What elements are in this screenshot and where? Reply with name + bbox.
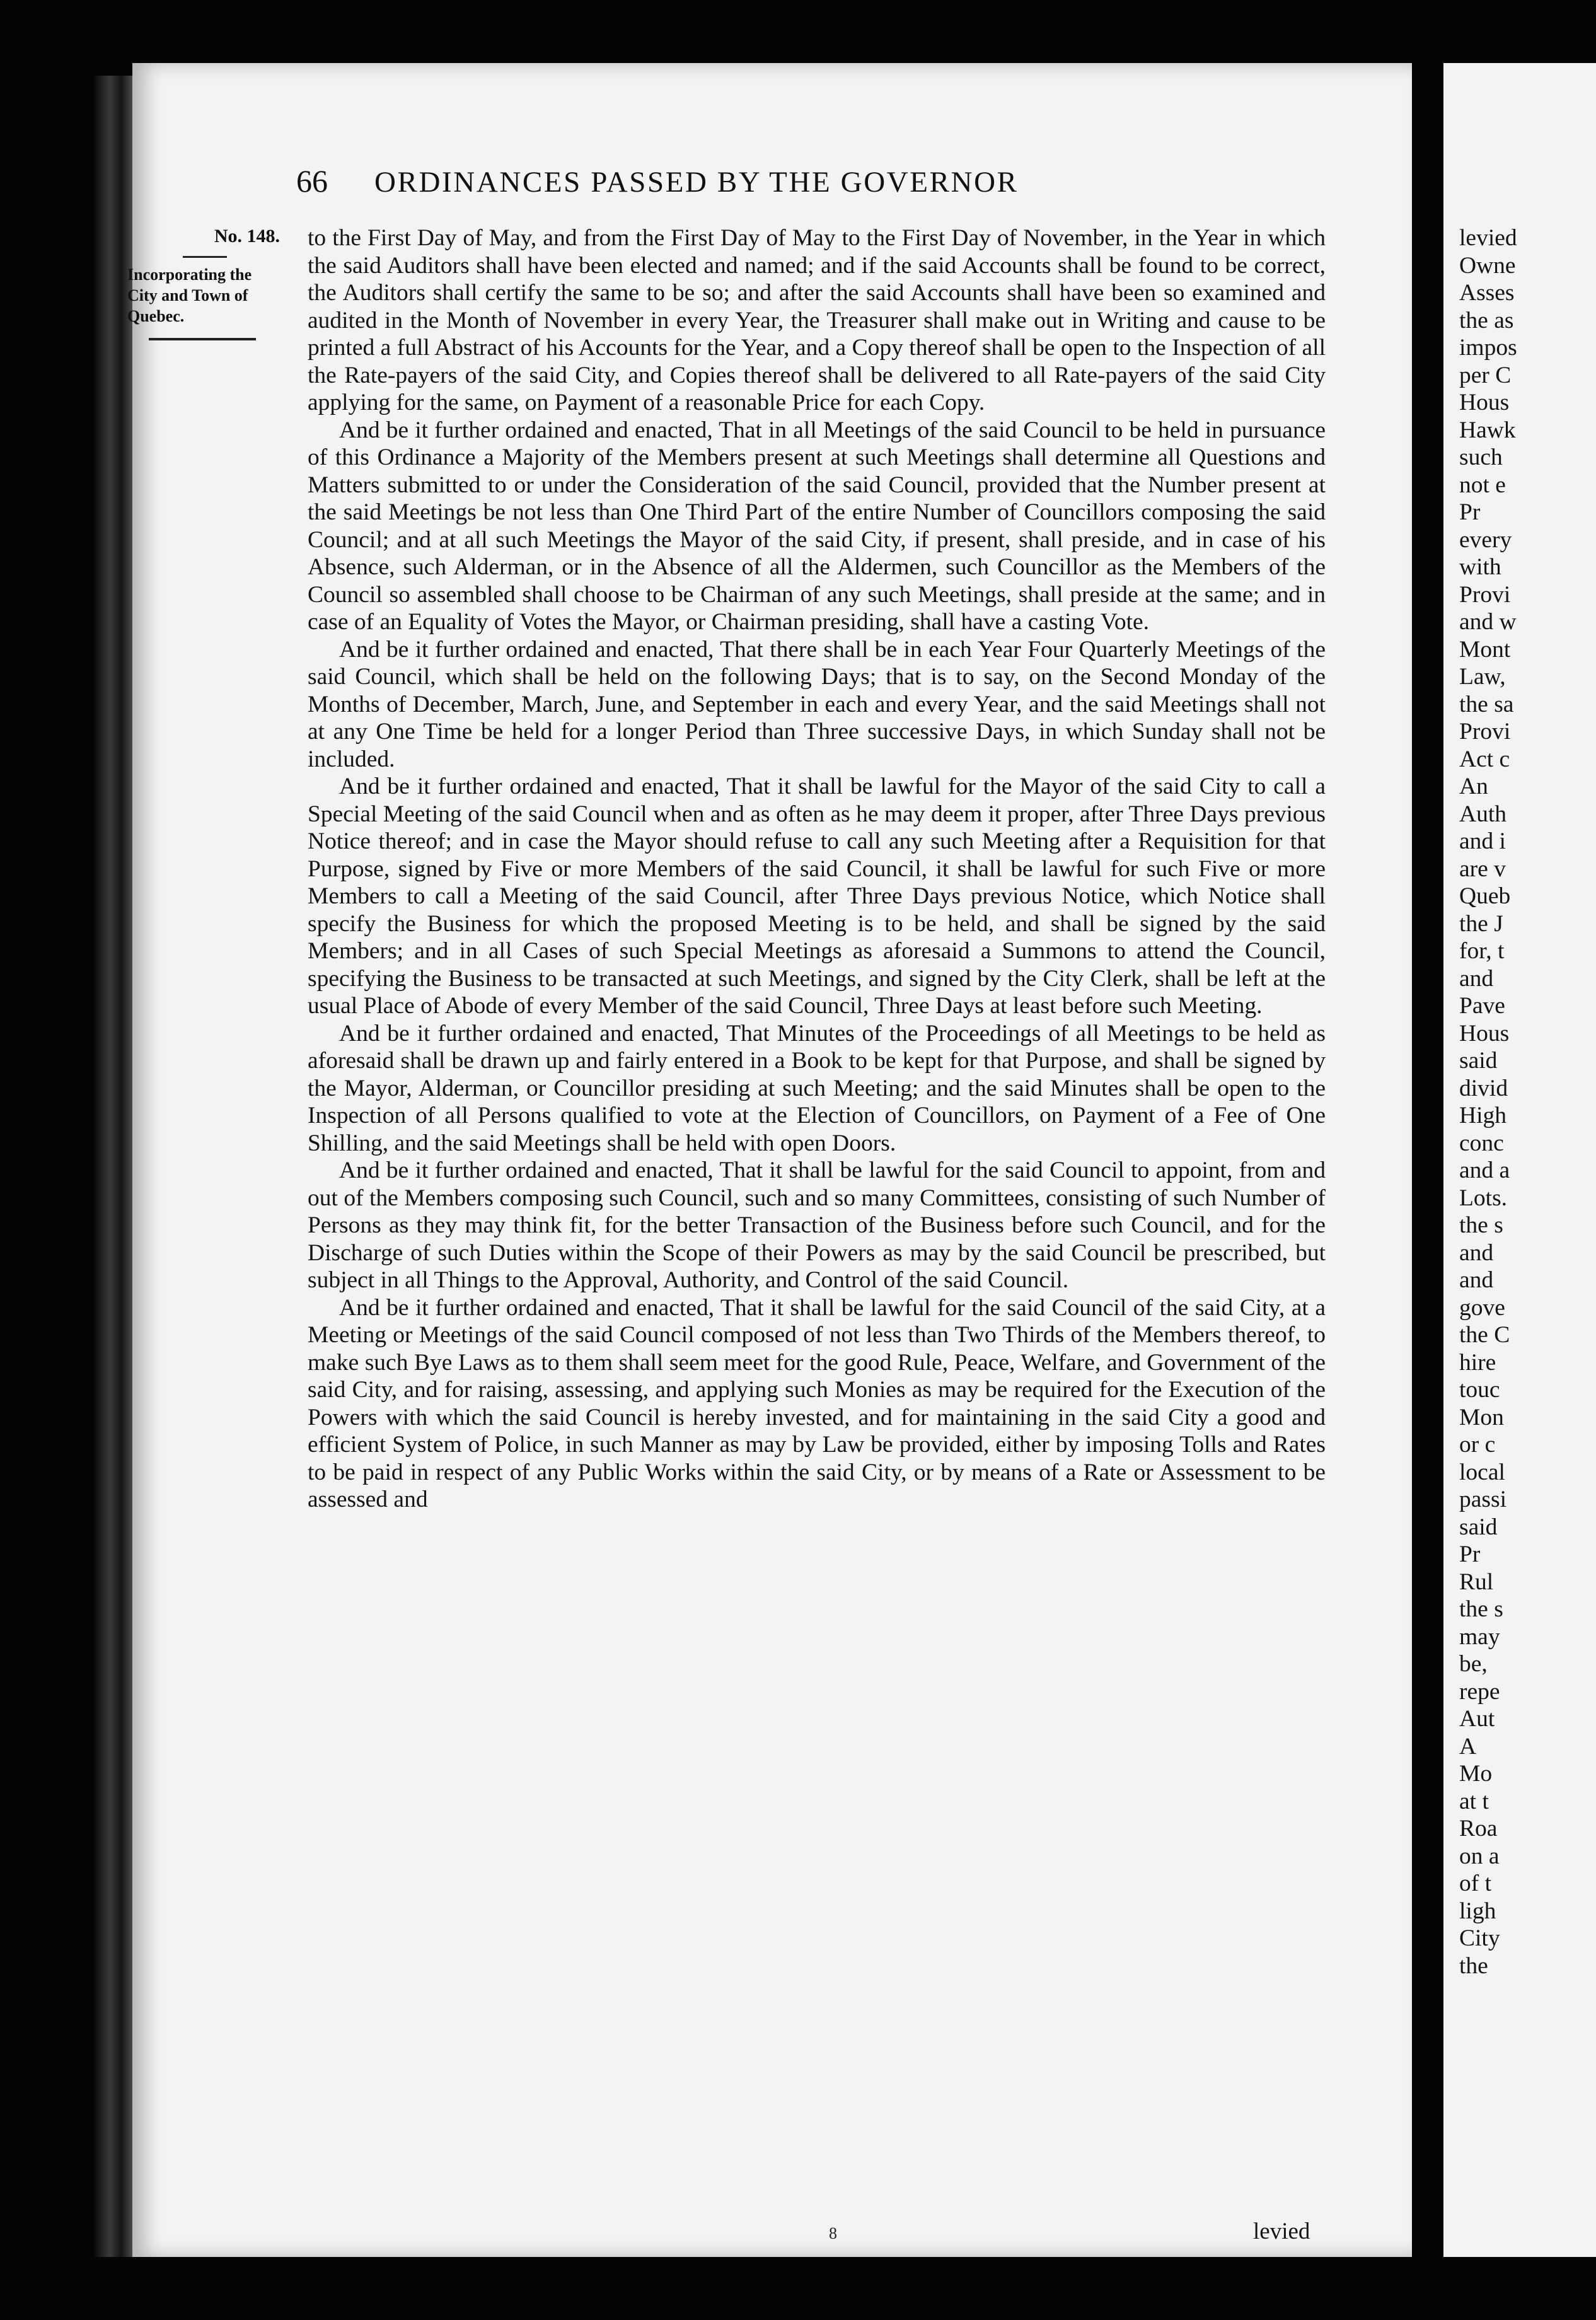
- facing-page-line: Hous: [1459, 1020, 1510, 1047]
- paragraph: And be it further ordained and enacted, That Minutes of the Proceedings of all Meetings to be held as aforesaid shall be drawn up and fairly entered in a Book to be kept for that Purpose, and shall be signed by the Mayor, Alderman, or Councillor presiding at such Meeting; and the said Minutes shall be open to the Inspection of all Persons qualified to vote at the Election of Councillors, on Payment of a Fee of One Shilling, and the said Meetings shall be held with open Doors.: [308, 1020, 1326, 1156]
- facing-page-line: at t: [1459, 1788, 1489, 1814]
- facing-page-line: Pr: [1459, 499, 1481, 525]
- facing-page-line: impos: [1459, 335, 1517, 361]
- facing-page-line: said: [1459, 1514, 1498, 1540]
- facing-page-line: conc: [1459, 1130, 1504, 1156]
- facing-page-line: the J: [1459, 910, 1503, 937]
- facing-page-line: hire: [1459, 1349, 1496, 1376]
- facing-page-line: not e: [1459, 472, 1506, 498]
- facing-page-line: Mont: [1459, 636, 1511, 663]
- facing-page-line: and: [1459, 1267, 1494, 1293]
- facing-page-line: local: [1459, 1459, 1505, 1485]
- facing-page-line: and a: [1459, 1157, 1510, 1183]
- facing-page-line: for, t: [1459, 938, 1505, 964]
- facing-page-line: and: [1459, 1239, 1494, 1266]
- facing-page-line: Provi: [1459, 719, 1511, 745]
- facing-page-line: Law,: [1459, 664, 1506, 690]
- facing-page-line: of t: [1459, 1870, 1492, 1896]
- facing-page-line: the sa: [1459, 691, 1514, 717]
- facing-page-line: every: [1459, 526, 1512, 553]
- facing-page-line: the: [1459, 1952, 1488, 1979]
- facing-page-line: and: [1459, 965, 1494, 992]
- facing-page-line: Hawk: [1459, 417, 1516, 443]
- catchword: levied: [1253, 2218, 1310, 2244]
- facing-page-line: the s: [1459, 1212, 1503, 1238]
- paragraph: to the First Day of May, and from the First Day of May to the First Day of November, in the Year in which the said Auditors shall have been elected and named; and if the said Accounts shall be found to be correct, the Auditors shall certify the same to be so; and after the said Accounts shall have been so examined and audited in the Month of November in every Year, the Treasurer shall make out in Writing and cause to be printed a full Abstract of his Accounts for the Year, and a Copy thereof shall be open to the Inspection of all the Rate-payers of the said City, and Copies thereof shall be delivered to all Rate-payers of the said City applying for the same, on Payment of a reasonable Price for each Copy.: [308, 225, 1326, 415]
- facing-page-line: and i: [1459, 828, 1506, 854]
- facing-page-line: the s: [1459, 1596, 1503, 1622]
- facing-page-line: repe: [1459, 1678, 1500, 1705]
- facing-page-line: Lots.: [1459, 1185, 1508, 1211]
- facing-page-line: City: [1459, 1925, 1500, 1951]
- facing-page-line: ligh: [1459, 1898, 1496, 1924]
- facing-page-line: Provi: [1459, 581, 1511, 608]
- facing-page-line: or c: [1459, 1432, 1496, 1458]
- page-number: 66: [296, 163, 328, 199]
- signature-mark: 8: [829, 2224, 837, 2242]
- paragraph: And be it further ordained and enacted, That it shall be lawful for the said Council of the said City, at a Meeting or Meetings of the said Council composed of not less than Two Thirds of the Members thereof, to make such Bye Laws as to them shall seem meet for the good Rule, Peace, Welfare, and Government of the said City, and for raising, assessing, and applying such Monies as may be required for the Execution of the Powers with which the said Council is hereby invested, and for maintaining in the said City a good and efficient System of Police, in such Manner as may by Law be provided, either by imposing Tolls and Rates to be paid in respect of any Public Works within the said City, or by means of a Rate or Assessment to be assessed and: [308, 1294, 1326, 1512]
- facing-page-line: Asses: [1459, 280, 1515, 306]
- facing-page-line: the C: [1459, 1322, 1510, 1348]
- paragraph: And be it further ordained and enacted, That in all Meetings of the said Council to be held in pursuance of this Ordinance a Majority of the Members present at such Meetings shall determine all Questions and Matters submitted to or under the Consideration of the said Council, provided that the Number present at the said Meetings be not less than One Third Part of the entire Number of Councillors composing the said Council; and at all such Meetings the Mayor of the said City, if present, shall preside, and in case of his Absence, such Alderman, or in the Absence of all the Aldermen, such Councillor as the Members of the Council so assembled shall choose to be Chairman of any such Meetings, shall preside at the same; and in case of an Equality of Votes the Mayor, or Chairman presiding, shall have a casting Vote.: [308, 417, 1326, 635]
- facing-page-line: Mo: [1459, 1761, 1493, 1787]
- facing-page-line: Roa: [1459, 1816, 1498, 1842]
- facing-page-line: gove: [1459, 1294, 1505, 1321]
- facing-page-line: per C: [1459, 362, 1512, 388]
- ordinance-body: [308, 224, 1326, 1514]
- facing-page-line: on a: [1459, 1843, 1500, 1869]
- facing-page-line: Rul: [1459, 1569, 1494, 1595]
- facing-page-line: may: [1459, 1623, 1500, 1650]
- marginal-note-text: Incorporating the City and Town of Quebec.: [127, 265, 252, 325]
- paragraph: And be it further ordained and enacted, That it shall be lawful for the said Council to appoint, from and out of the Members composing such Council, such and so many Committees, consisting of such Number of Persons as they may think fit, for the better Transaction of the Business before such Council, and for the Discharge of such Duties within the Scope of their Powers as may by the said Council be prescribed, but subject in all Things to the Approval, Authority, and Control of the said Council.: [308, 1157, 1326, 1293]
- facing-page-line: such: [1459, 444, 1503, 470]
- facing-page-line: Act c: [1459, 746, 1510, 772]
- act-number: No. 148.: [214, 226, 280, 246]
- facing-page: [1443, 63, 1596, 2257]
- facing-page-line: Queb: [1459, 883, 1511, 909]
- facing-page-line: divid: [1459, 1075, 1508, 1101]
- facing-page-line: Pr: [1459, 1541, 1481, 1567]
- book-binding: [95, 76, 132, 2257]
- marginal-note: [113, 226, 284, 340]
- facing-page-line: are v: [1459, 856, 1506, 882]
- facing-page-line: levied: [1459, 225, 1517, 251]
- paragraph: And be it further ordained and enacted, That there shall be in each Year Four Quarterly Meetings of the said Council, which shall be held on the following Days; that is to say, on the Second Monday of the Months of December, March, June, and September in each and every Year, and the said Meetings shall not at any One Time be held for a longer Period than Three successive Days, in which Sunday shall not be included.: [308, 636, 1326, 772]
- facing-page-line: be,: [1459, 1651, 1488, 1677]
- facing-page-line: Pave: [1459, 993, 1505, 1019]
- facing-page-line: Hous: [1459, 390, 1510, 415]
- facing-page-line: Aut: [1459, 1706, 1495, 1732]
- facing-page-line: Mon: [1459, 1404, 1504, 1430]
- facing-page-line: High: [1459, 1103, 1506, 1128]
- facing-page-line: passi: [1459, 1487, 1506, 1512]
- facing-page-line: the as: [1459, 307, 1514, 334]
- marginal-divider-long: [149, 338, 256, 340]
- paragraph: And be it further ordained and enacted, That it shall be lawful for the Mayor of the said City to call a Special Meeting of the said Council when and as often as he may deem it proper, after Three Days previous Notice thereof; and in case the Mayor should refuse to call any such Meeting after a Requisition for that Purpose, signed by Five or more Members of the said Council, it shall be lawful for such Five or more Members to call a Meeting of the said Council, after Three Days previous Notice, which Notice shall specify the Business for which the proposed Meeting is to be held, and shall be signed by the said Members; and in all Cases of such Special Meetings as aforesaid a Summons to attend the Council, specifying the Business to be transacted at such Meetings, and signed by the City Clerk, shall be left at the usual Place of Abode of every Member of the said Council, Three Days at least before such Meeting.: [308, 774, 1326, 1019]
- marginal-divider-short: [183, 256, 227, 258]
- facing-page-line: Auth: [1459, 801, 1506, 827]
- page-header: [296, 163, 1204, 199]
- facing-page-line: and w: [1459, 609, 1517, 635]
- facing-page-line: Owne: [1459, 252, 1516, 279]
- facing-page-line: A: [1459, 1733, 1477, 1760]
- facing-page-line: said: [1459, 1048, 1498, 1074]
- facing-page-line: with: [1459, 554, 1501, 580]
- facing-page-line: An: [1459, 774, 1488, 799]
- running-head: ORDINANCES PASSED BY THE GOVERNOR: [374, 166, 1019, 199]
- facing-page-line: touc: [1459, 1377, 1500, 1403]
